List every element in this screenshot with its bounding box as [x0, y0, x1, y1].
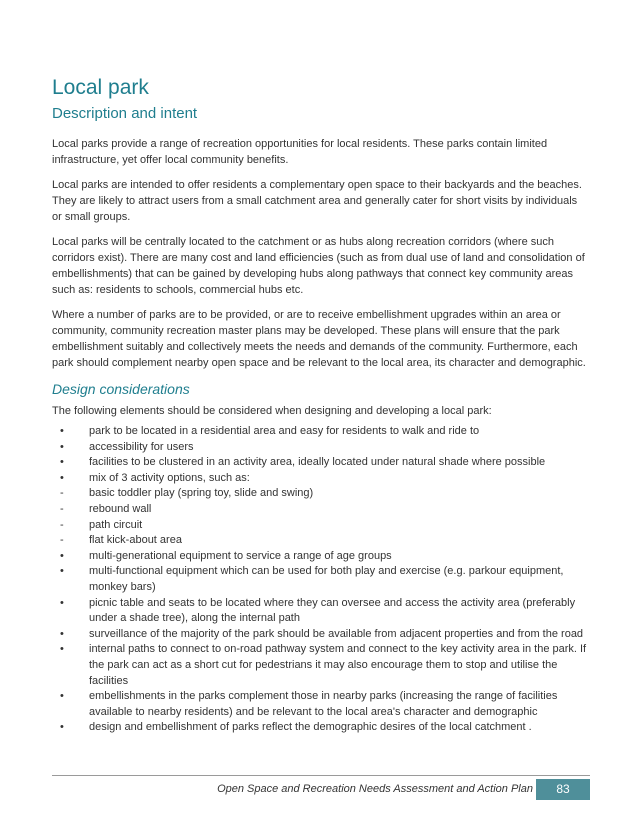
bullet-marker: •	[60, 456, 64, 469]
bullet-marker: •	[60, 440, 64, 453]
footer-document-title: Open Space and Recreation Needs Assessment and Action Plan	[217, 783, 533, 795]
page-title: Local park	[52, 76, 149, 99]
considerations-list	[52, 424, 587, 736]
list-item-text: park to be located in a residential area and easy for residents to walk and ride to	[89, 425, 480, 437]
dash-marker: -	[60, 502, 64, 515]
section-intro: The following elements should be considered when designing and developing a local park:	[52, 405, 492, 417]
list-item	[52, 440, 587, 456]
list-item	[52, 596, 587, 627]
paragraph: Local parks are intended to offer residents a complementary open space to their backyards and the beaches. They are likely to attract users from a small catchment area and generally cater for short visits by individuals or small groups.	[52, 179, 582, 223]
body-text	[52, 136, 587, 371]
paragraph: Where a number of parks are to be provided, or are to receive embellishment upgrades within an area or community, community recreation master plans may be developed. These plans will ensure that the park embellishment suitably and collectively meets the needs and demands of the community. Furthermore, each park should complement nearby open space and be relevant to the local area, its character and demographic.	[52, 309, 586, 369]
list-item-text: accessibility for users	[89, 440, 194, 453]
list-item-text: multi-functional equipment which can be used for both play and exercise (e.g. parkour equipment, monkey bars)	[89, 565, 564, 593]
list-item-text: path circuit	[89, 518, 143, 531]
dash-marker: -	[60, 518, 64, 531]
bullet-marker: •	[60, 690, 64, 703]
section-heading: Design considerations	[52, 381, 190, 397]
list-item-text: rebound wall	[89, 502, 152, 515]
list-item	[52, 455, 587, 471]
list-item	[52, 486, 587, 502]
page-subtitle: Description and intent	[52, 105, 198, 122]
bullet-marker: •	[60, 596, 64, 609]
dash-marker: -	[60, 534, 64, 547]
list-item	[52, 533, 587, 549]
page-content	[52, 76, 587, 736]
list-item	[52, 564, 587, 595]
list-item	[52, 518, 587, 534]
bullet-marker: •	[60, 627, 64, 640]
bullet-marker: •	[60, 471, 64, 484]
list-item-text: internal paths to connect to on-road pathway system and connect to the key activity area in the park. If the park can act as a short cut for pedestrians it may also encourage them to stop and utilise the facilities	[89, 643, 587, 687]
dash-marker: -	[60, 487, 64, 500]
footer-divider	[52, 775, 590, 776]
list-item-text: mix of 3 activity options, such as:	[89, 471, 250, 484]
list-item-text: embellishments in the parks complement those in nearby parks (increasing the range of facilities available to nearby residents) and be relevant to the local area's character and demographic	[89, 690, 558, 718]
list-item-text: picnic table and seats to be located where they can oversee and access the activity area (preferably under a shade tree), along the internal path	[89, 596, 576, 625]
list-item-text: multi-generational equipment to service a range of age groups	[89, 549, 392, 562]
bullet-marker: •	[60, 565, 64, 578]
bullet-marker: •	[60, 721, 64, 734]
list-item	[52, 627, 587, 643]
bullet-marker: •	[60, 425, 64, 437]
page-number-badge: 83	[536, 779, 590, 800]
list-item-text: surveillance of the majority of the park should be available from adjacent properties and from the road	[89, 627, 584, 640]
list-item-text: flat kick-about area	[89, 534, 182, 547]
list-item-text: design and embellishment of parks reflect the demographic desires of the local catchment .	[89, 721, 532, 734]
list-item	[52, 642, 587, 689]
list-item	[52, 471, 587, 487]
list-item	[52, 689, 587, 720]
list-item	[52, 549, 587, 565]
list-item-text: facilities to be clustered in an activity area, ideally located under natural shade where possible	[89, 456, 546, 469]
paragraph: Local parks will be centrally located to the catchment or as hubs along recreation corridors (where such corridors exist). There are many cost and land efficiencies (such as from dual use of land and consolidation of embellishments) that can be gained by developing hubs along pathways that connect key community areas such as: residents to schools, commercial hubs etc.	[52, 236, 585, 296]
list-item-text: basic toddler play (spring toy, slide and swing)	[89, 487, 314, 500]
list-item	[52, 502, 587, 518]
paragraph: Local parks provide a range of recreation opportunities for local residents. These parks contain limited infrastructure, yet offer local community benefits.	[52, 138, 548, 166]
list-item	[52, 720, 587, 736]
bullet-marker: •	[60, 549, 64, 562]
list-item	[52, 424, 587, 440]
bullet-marker: •	[60, 643, 64, 656]
